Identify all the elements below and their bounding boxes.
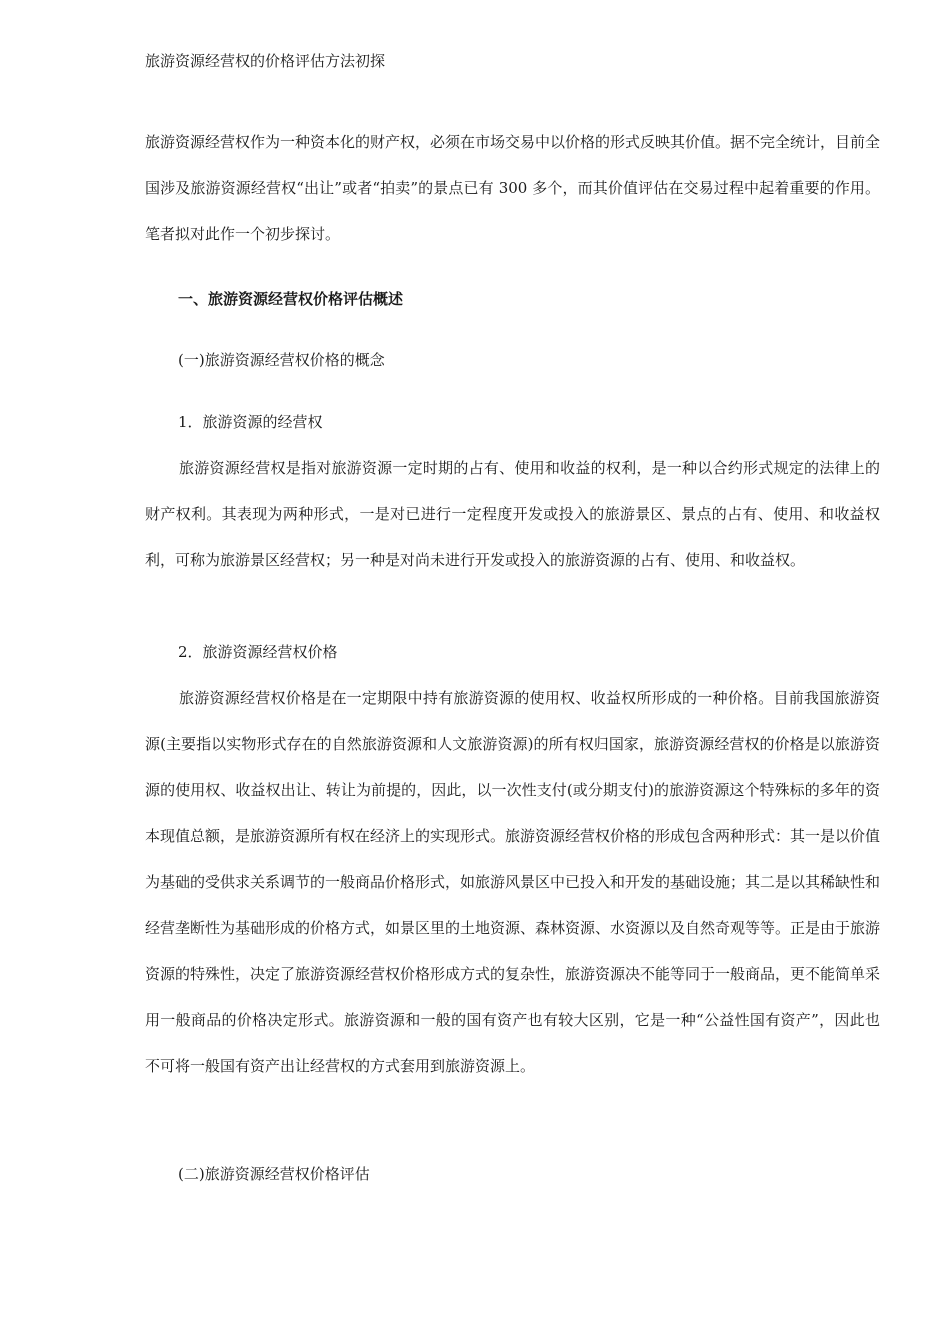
subsection-heading: (一)旅游资源经营权价格的概念	[178, 351, 385, 369]
section-heading: 一、旅游资源经营权价格评估概述	[178, 290, 404, 308]
item-paragraph: 旅游资源经营权是指对旅游资源一定时期的占有、使用和收益的权利，是一种以合约形式规定的法律上的财产权利。其表现为两种形式，一是对已进行一定程度开发或投入的旅游景区、景点的占有、使用、和收益权利，可称为旅游景区经营权；另一种是对尚未进行开发或投入的旅游资源的占有、使用、和收益权。	[145, 459, 880, 569]
item-paragraph: 旅游资源经营权价格是在一定期限中持有旅游资源的使用权、收益权所形成的一种价格。目前我国旅游资源(主要指以实物形式存在的自然旅游资源和人文旅游资源)的所有权归国家，旅游资源经营权的价格是以旅游资源的使用权、收益权出让、转让为前提的，因此，以一次性支付(或分期支付)的旅游资源这个特殊标的多年的资本现值总额，是旅游资源所有权在经济上的实现形式。旅游资源经营权价格的形成包含两种形式：其一是以价值为基础的受供求关系调节的一般商品价格形式，如旅游风景区中已投入和开发的基础设施；其二是以其稀缺性和经营垄断性为基础形成的价格方式，如景区里的土地资源、森林资源、水资源以及自然奇观等等。正是由于旅游资源的特殊性，决定了旅游资源经营权价格形成方式的复杂性，旅游资源决不能等同于一般商品，更不能简单采用一般商品的价格决定形式。旅游资源和一般的国有资产也有较大区别，它是一种“公益性国有资产”，因此也不可将一般国有资产出让经营权的方式套用到旅游资源上。	[145, 689, 881, 1075]
subsection-heading: (二)旅游资源经营权价格评估	[178, 1165, 370, 1183]
item-heading: 1．旅游资源的经营权	[178, 413, 323, 431]
intro-paragraph: 旅游资源经营权作为一种资本化的财产权，必须在市场交易中以价格的形式反映其价值。据不完全统计，目前全国涉及旅游资源经营权“出让”或者“拍卖”的景点已有 300 多个，而其价值评估在交易过程中起着重要的作用。笔者拟对此作一个初步探讨。	[145, 133, 881, 243]
item-heading: 2．旅游资源经营权价格	[178, 643, 338, 661]
document-title: 旅游资源经营权的价格评估方法初探	[145, 52, 386, 70]
